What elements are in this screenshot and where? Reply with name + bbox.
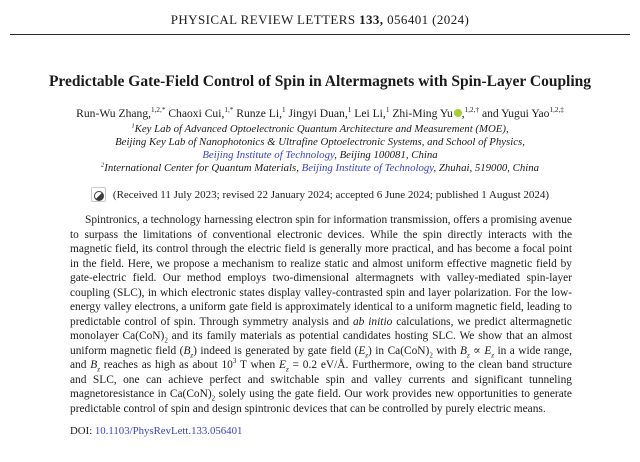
author-affiliation-marker: 1,2,‡ (549, 106, 564, 115)
journal-name: PHYSICAL REVIEW LETTERS (170, 12, 356, 27)
affiliation-line (0, 136, 640, 149)
text-segment: calculations, we predict altermagnetic monolayer Ca(CoN) (70, 315, 572, 342)
text-segment: , Zhuhai, 519000, China (433, 162, 540, 174)
text-segment: in a wide range, and (70, 344, 573, 371)
affiliation-line (0, 162, 640, 175)
text-segment: ) in Ca(CoN) (368, 344, 430, 357)
text-segment: and its family materials as potential candidates hosting SLC. We show that an almost uniform magnetic field ( (70, 330, 572, 357)
received-dates: (Received 11 July 2023; revised 22 January 2024; accepted 6 June 2024; published 1 August 2024) (112, 188, 550, 201)
text-segment: z (286, 365, 289, 374)
text-segment: 1 (131, 122, 135, 130)
text-segment: B (90, 359, 98, 371)
text-segment: solely using the gate field. Our work provides new opportunities to generate predictable control of spin and design spintronic devices that can be controlled by purely electric means. (70, 388, 572, 415)
author-affiliation-marker: 1,2,* (151, 106, 166, 115)
text-segment: E (279, 359, 286, 371)
text-segment: T when (236, 359, 280, 371)
journal-article-number: 056401 (2024) (387, 12, 470, 27)
text-segment: z (190, 350, 194, 359)
text-segment: z (491, 350, 495, 359)
text-segment: ∝ (469, 344, 485, 357)
affiliation-link[interactable]: Beijing Institute of Technology (202, 149, 335, 161)
orcid-icon[interactable] (454, 109, 462, 117)
crossmark-icon[interactable] (91, 187, 106, 202)
author-affiliation-marker: 1 (347, 106, 352, 115)
author-affiliation-marker: 1,* (224, 106, 234, 115)
text-segment: Spintronics, a technology harnessing electron spin for information transmission, offers a promising avenue to surpass the limitations of conventional electronic devices. While the spin directly interacts with the magnetic field, its control through the electric field is generally more practical, and has become a focal point in the field. Here, we propose a mechanism to realize static and almost uniform effective magnetic field by gate-electric field. Our method employs two-dimensional altermagnets with valley-mediated spin-layer coupling (SLC), in which electronic states display valley-contrasted spin and layer polarization. For the low-energy valley electrons, a uniform gate field is approximately identical to a uniform magnetic field, leading to predictable control of spin. Through symmetry analysis and (70, 214, 572, 328)
author-affiliation-marker: 1,2,† (464, 106, 480, 115)
author-name: Zhi-Ming Yu (392, 107, 453, 120)
author-name: Chaoxi Cui (168, 107, 222, 120)
text-segment: 2 (164, 336, 168, 345)
journal-header (0, 0, 640, 28)
text-segment: B (460, 344, 467, 357)
text-segment: E (484, 344, 492, 357)
header-divider (10, 34, 630, 35)
doi-link[interactable]: 10.1103/PhysRevLett.133.056401 (94, 425, 243, 437)
author-affiliation-marker: 1 (281, 106, 286, 115)
text-segment: E (358, 344, 366, 357)
text-segment: ab initio (352, 315, 393, 328)
affiliations-block (0, 123, 640, 175)
affiliation-line (0, 123, 640, 136)
author-line: Run-Wu Zhang,$^{1,2,*}$ Chaoxi Cui,$^{1,*}$ Runze Li,$^1$ Jingyi Duan,$^1$ Lei Li,$^1$ Zhi-Ming Yu ,$^{1,2,\dagger}$ and Yugui Yao$^{1,2,\ddagger}$ (76, 106, 564, 120)
doi-label: DOI: (70, 425, 93, 437)
author-name: Lei Li (354, 107, 383, 120)
author-name: Yugui Yao (501, 107, 550, 120)
doi-line (70, 425, 640, 437)
text-segment: with (432, 344, 460, 357)
text-segment: B (183, 344, 191, 357)
received-row (0, 187, 640, 202)
affiliation-link[interactable]: Beijing Institute of Technology (301, 162, 434, 174)
journal-volume: 133, (359, 12, 384, 27)
text-segment: = 0.2 eV/Å. Furthermore, owing to the clean band structure and SLC, one can achieve perfect and switchable spin and valley currents and significant tunneling magnetoresistance in Ca(CoN) (70, 359, 573, 400)
text-segment: International Center for Quantum Materials, (104, 162, 302, 174)
abstract-paragraph (70, 213, 572, 416)
text-segment: Key Lab of Advanced Optoelectronic Quantum Architecture and Measurement (MOE), (134, 123, 509, 135)
text-segment: ) indeed is generated by gate field ( (193, 344, 359, 357)
text-segment: reaches as high as about 10 (99, 359, 233, 371)
text-segment: Beijing Key Lab of Nanophotonics & Ultrafine Optoelectronic Systems, and School of Physics, (115, 136, 525, 148)
text-segment: z (466, 350, 470, 359)
paper-title: Predictable Gate-Field Control of Spin in Altermagnets with Spin-Layer Coupling (48, 73, 592, 90)
text-segment: 2 (429, 350, 433, 359)
text-segment: 2 (100, 161, 105, 169)
text-segment: 2 (211, 394, 216, 403)
author-name: Run-Wu Zhang (76, 107, 149, 120)
text-segment: z (365, 350, 369, 359)
text-segment: z (97, 365, 100, 374)
author-affiliation-marker: 1 (385, 106, 390, 115)
affiliation-line (0, 149, 640, 162)
author-name: Jingyi Duan (288, 107, 345, 120)
author-name: Runze Li (236, 107, 280, 120)
text-segment: , Beijing 100081, China (334, 149, 438, 161)
text-segment: 3 (232, 357, 237, 366)
